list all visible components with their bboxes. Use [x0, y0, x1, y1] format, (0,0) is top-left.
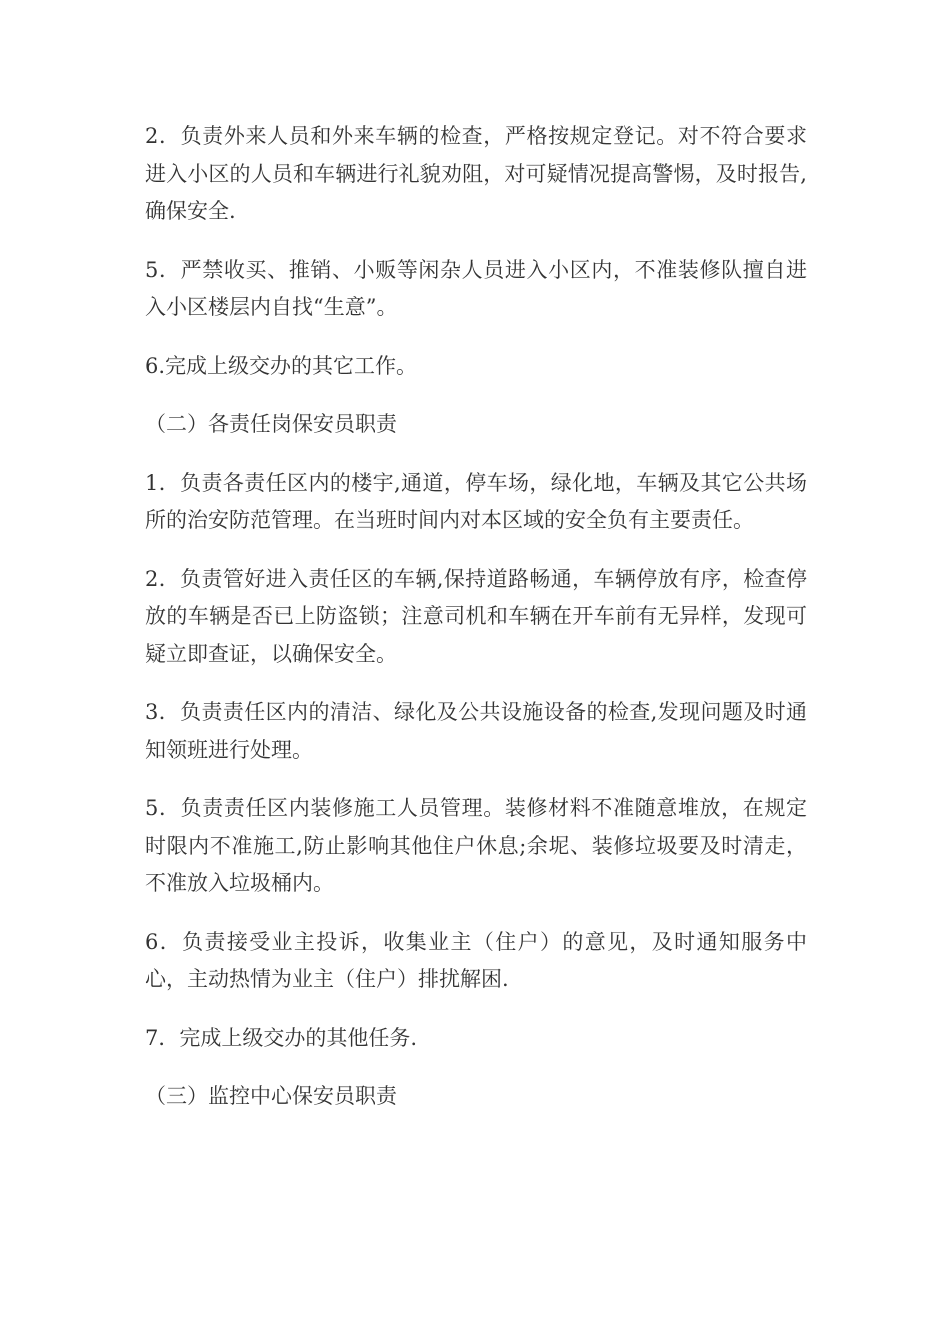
section-heading-duty-post-guards: （二）各责任岗保安员职责: [145, 412, 397, 436]
document-body: [145, 118, 807, 1137]
paragraph-other-tasks: 6.完成上级交办的其它工作。: [145, 353, 418, 378]
paragraph-visitor-vehicle-check: 2．负责外来人员和外来车辆的检查，严格按规定登记。对不符合要求进入小区的人员和车辆进行礼貌劝阻，对可疑情况提高警惕，及时报告,确保安全.: [145, 124, 807, 223]
section-heading-monitoring-center-guards: （三）监控中心保安员职责: [145, 1084, 397, 1108]
paragraph-area-security: 1．负责各责任区内的楼宇,通道，停车场，绿化地，车辆及其它公共场所的治安防范管理。在当班时间内对本区域的安全负有主要责任。: [145, 470, 807, 532]
paragraph-prohibit-peddlers: 5．严禁收买、推销、小贩等闲杂人员进入小区内，不准装修队擅自进入小区楼层内自找“生意”。: [145, 257, 807, 319]
paragraph-owner-complaints: 6．负责接受业主投诉，收集业主（住户）的意见，及时通知服务中心，主动热情为业主（住户）排扰解困.: [145, 929, 807, 991]
paragraph-other-assignments: 7．完成上级交办的其他任务.: [145, 1025, 418, 1050]
paragraph-vehicle-management: 2．负责管好进入责任区的车辆,保持道路畅通，车辆停放有序，检查停放的车辆是否已上防盗锁；注意司机和车辆在开车前有无异样，发现可疑立即查证，以确保安全。: [145, 566, 807, 666]
paragraph-facility-inspection: 3．负责责任区内的清洁、绿化及公共设施设备的检查,发现问题及时通知领班进行处理。: [145, 700, 807, 762]
paragraph-renovation-management: 5．负责责任区内装修施工人员管理。装修材料不准随意堆放，在规定时限内不准施工,防止影响其他住户休息;余坭、装修垃圾要及时清走，不准放入垃圾桶内。: [145, 796, 807, 895]
